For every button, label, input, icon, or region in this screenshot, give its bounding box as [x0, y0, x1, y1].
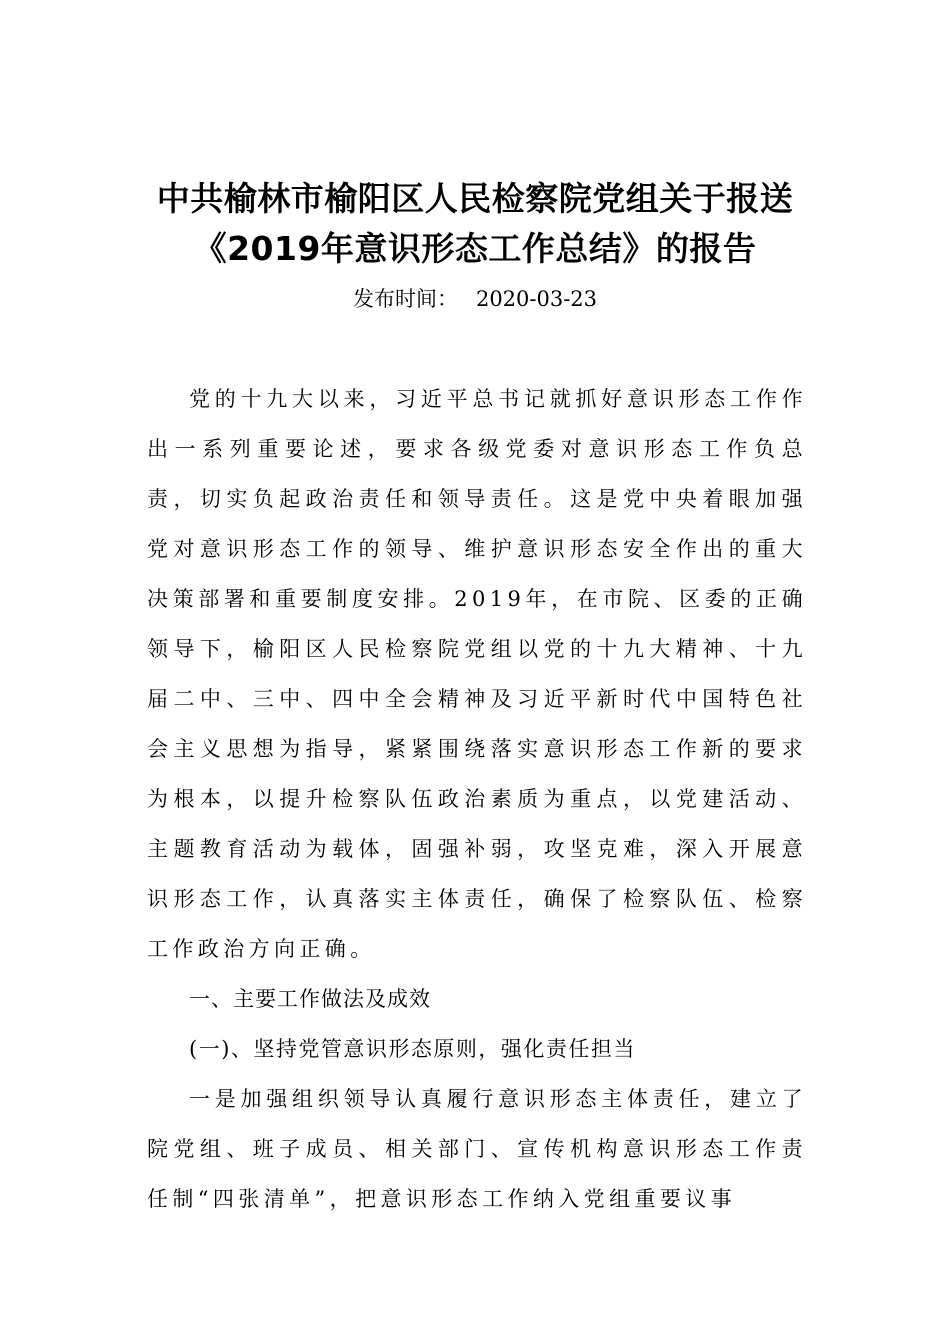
- section-heading: 一、主要工作做法及成效: [189, 987, 431, 1011]
- subsection-paragraph: 一是加强组织领导认真履行意识形态主体责任，建立了院党组、班子成员、相关部门、宣传机构意识形态工作责任制“四张清单”，把意识形态工作纳入党组重要议事: [147, 1087, 807, 1211]
- document-title: 中共榆林市榆阳区人民检察院党组关于报送《2019年意识形态工作总结》的报告: [156, 179, 794, 268]
- publish-label: 发布时间：: [352, 287, 458, 311]
- publish-info: [0, 284, 950, 314]
- publish-date: 2020-03-23: [475, 287, 598, 311]
- subsection-heading: (一)、坚持党管意识形态原则，强化责任担当: [189, 1037, 636, 1061]
- intro-paragraph: 党的十九大以来，习近平总书记就抓好意识形态工作作出一系列重要论述，要求各级党委对意识形态工作负总责，切实负起政治责任和领导责任。这是党中央着眼加强党对意识形态工作的领导、维护意识形态安全作出的重大决策部署和重要制度安排。2019年，在市院、区委的正确领导下，榆阳区人民检察院党组以党的十九大精神、十九届二中、三中、四中全会精神及习近平新时代中国特色社会主义思想为指导，紧紧围绕落实意识形态工作新的要求为根本，以提升检察队伍政治素质为重点，以党建活动、主题教育活动为载体，固强补弱，攻坚克难，深入开展意识形态工作，认真落实主体责任，确保了检察队伍、检察工作政治方向正确。: [147, 387, 807, 961]
- document-body: [147, 374, 807, 1224]
